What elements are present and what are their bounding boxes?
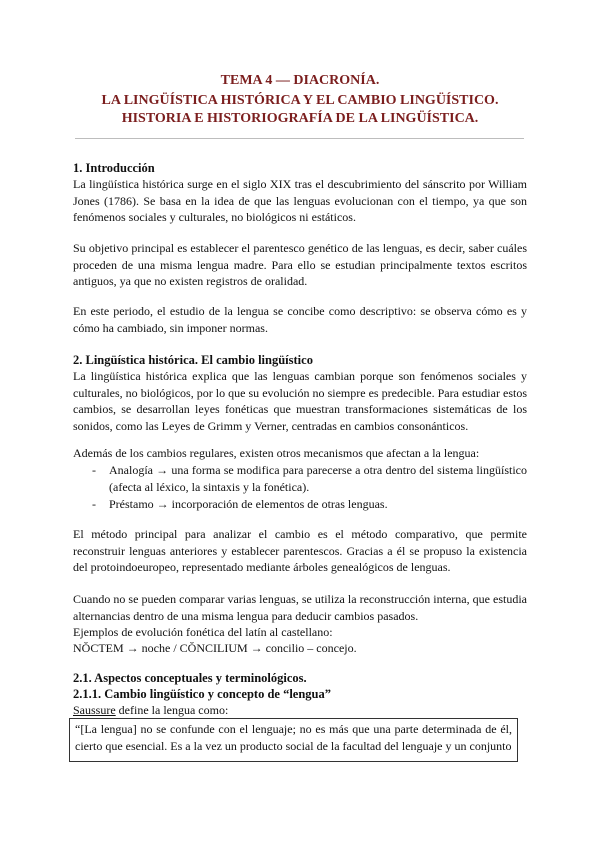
bullet-text-prestamo: Préstamo → incorporación de elementos de otras lenguas. [109,497,388,511]
section-1-paragraph-3: En este periodo, el estudio de la lengua se concibe como descriptivo: se observa cómo es y cómo ha cambiado, sin imponer normas. [73,304,527,335]
section-1-paragraph-2: Su objetivo principal es establecer el parentesco genético de las lenguas, es decir, saber cuáles proceden de una misma lengua madre. Para ello se estudian principalmente textos escritos antiguos, ya que no existen registros de oralidad. [73,241,527,289]
section-2-heading: 2. Lingüística histórica. El cambio lingüístico [73,353,313,367]
section-2-paragraph-6: NŎCTEM → noche / CŎNCILIUM → concilio – concejo. [73,641,357,655]
quote-box: “[La lengua] no se confunde con el lenguaje; no es más que una parte determinada de él, cierto que esencial. Es a la vez un producto social de la facultad del lenguaje y un conjunto [69,718,518,762]
section-2-paragraph-3: El método principal para analizar el cambio es el método comparativo, que permite reconstruir lenguas anteriores y establecer parentescos. Gracias a él se propuso la existencia del protoindoeuropeo, representado mediante árboles genealógicos de lenguas. [73,527,527,575]
list-item [92,462,527,495]
document-title-line-1: TEMA 4 — DIACRONÍA. [220,73,380,88]
section-2-paragraph-2: Además de los cambios regulares, existen otros mecanismos que afectan a la lengua: [73,446,480,460]
bullet-marker: - [92,497,96,511]
section-2-paragraph-5: Ejemplos de evolución fonética del latín al castellano: [73,625,333,639]
author-name: Saussure [73,703,116,717]
document-title-line-3: HISTORIA E HISTORIOGRAFÍA DE LA LINGÜÍSTICA. [121,111,479,126]
section-2-1-1-heading: 2.1.1. Cambio lingüístico y concepto de “lengua” [73,687,331,701]
section-2-1-heading: 2.1. Aspectos conceptuales y terminológicos. [73,671,307,685]
list-item [92,496,527,513]
section-2-paragraph-4: Cuando no se pueden comparar varias lenguas, se utiliza la reconstrucción interna, que estudia alternancias dentro de una misma lengua para deducir cambios pasados. [73,592,527,623]
section-2-paragraph-1: La lingüística histórica explica que las lenguas cambian porque son fenómenos sociales y culturales, no biológicos, por lo que su evolución no siempre es predecible. Para estudiar estos cambios, se desarrollan leyes fonéticas que muestran transformaciones sistemáticas de los sonidos, como las Leyes de Grimm y Verner, centradas en cambios consonánticos. [73,369,527,433]
bullet-text-analogia: Analogía → una forma se modifica para parecerse a otra dentro del sistema lingüístico (afecta al léxico, la sintaxis y la fonética). [109,463,527,494]
saussure-intro [73,702,527,719]
title-divider [75,138,524,139]
bullet-marker: - [92,463,96,477]
intro-text: define la lengua como: [115,703,229,717]
section-1-paragraph-1: La lingüística histórica surge en el siglo XIX tras el descubrimiento del sánscrito por William Jones (1786). Se basa en la idea de que las lenguas evolucionan con el tiempo, ya que son fenómenos sociales y culturales, no biológicos ni estáticos. [73,177,527,225]
document-title-line-2: LA LINGÜÍSTICA HISTÓRICA Y EL CAMBIO LINGÜÍSTICO. [101,93,499,108]
section-1-heading: 1. Introducción [73,161,155,175]
